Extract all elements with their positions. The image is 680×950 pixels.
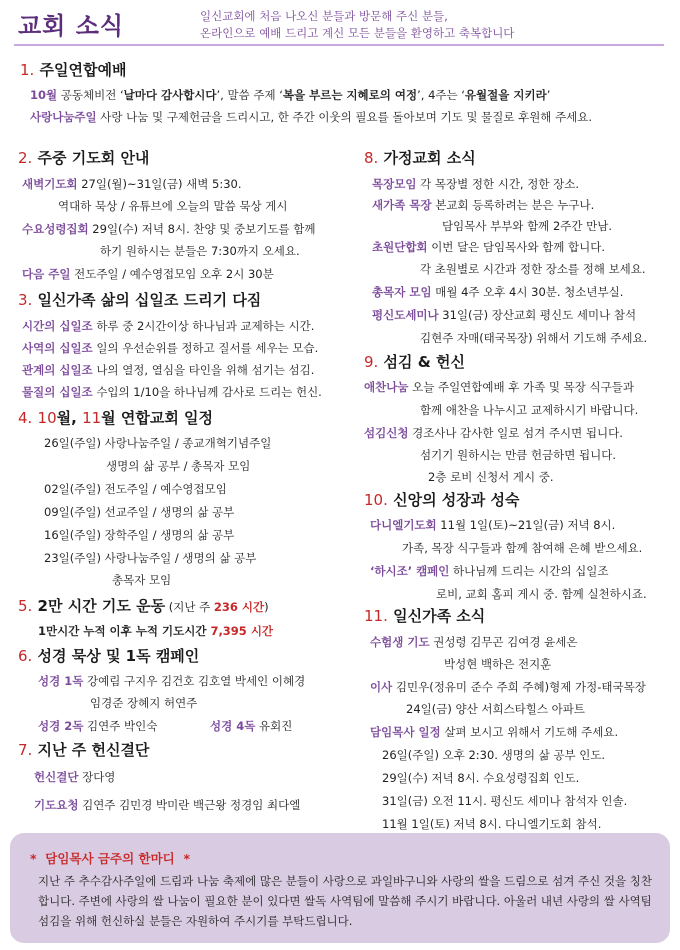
bible-read-4-line: 성경 4독 유회진 (210, 719, 293, 733)
wednesday-service-line: 수요성령집회 29일(수) 저녁 8시. 찬양 및 중보기도를 함께 (22, 222, 316, 236)
exam-prayer-line: 수험생 기도 권성령 김무곤 김여경 윤세온 (370, 635, 578, 649)
pastor-schedule-item: 31일(금) 오전 11시. 평신도 세미나 참석자 인솔. (382, 794, 628, 808)
schedule-line: 09일(주일) 선교주일 / 생명의 삶 공부 (44, 505, 235, 519)
newcomer-cell-detail: 담임목사 부부와 함께 2주간 만남. (442, 219, 613, 233)
section-3-heading: 3. 일신가족 삶의 십일조 드리기 다짐 (18, 291, 262, 309)
pastor-message-box (10, 833, 670, 943)
leaders-meeting-line: 총목자 모임 매월 4주 오후 4시 30분. 청소년부실. (372, 285, 624, 299)
moving-detail: 24일(금) 양산 서희스타힐스 아파트 (406, 702, 585, 716)
schedule-line: 23일(주일) 사랑나눔주일 / 생명의 삶 공부 (44, 551, 257, 565)
meadow-gathering-line: 초원단합회 이번 달은 담임목사와 함께 합니다. (372, 240, 606, 254)
pastor-schedule-line: 담임목사 일정 살펴 보시고 위해서 기도해 주세요. (370, 725, 619, 739)
dawn-prayer-line: 새벽기도회 27일(월)~31일(금) 새벽 5:30. (22, 177, 242, 191)
newcomer-cell-line: 새가족 목장 본교회 등록하려는 분은 누구나. (372, 198, 595, 212)
page-title: 교회 소식 (18, 12, 125, 40)
lay-seminar-line: 평신도세미나 31일(금) 장산교회 평신도 세미나 참석 (372, 308, 637, 322)
section-8-heading: 8. 가정교회 소식 (364, 149, 476, 167)
section-1-line-2: 사랑나눔주일 사랑 나눔 및 구제헌금을 드리시고, 한 주간 이웃의 필요를 돌아보며 기도 및 물질로 후원해 주세요. (30, 110, 593, 124)
service-request-detail: 섬기기 원하시는 만큼 헌금하면 됩니다. (420, 448, 617, 462)
daniel-prayer-detail: 가족, 목장 식구들과 함께 참여해 은혜 받으세요. (402, 541, 643, 555)
section-6-heading: 6. 성경 묵상 및 1독 캠페인 (18, 647, 200, 665)
section-2-heading: 2. 주중 기도회 안내 (18, 149, 150, 167)
section-9-heading: 9. 섬김 & 헌신 (364, 353, 466, 371)
tithe-relationship: 관계의 십일조 나의 열정, 열심을 타인을 위해 섬기는 섬김. (22, 363, 315, 377)
bible-read-1-names: 임경준 장혜지 허연주 (90, 696, 198, 710)
welcome-message: 일신교회에 처음 나오신 분들과 방문해 주신 분들, 온라인으로 예배 드리고 계신 모든 분들을 환영하고 축복합니다 (200, 9, 515, 40)
service-request-line: 섬김신청 경조사나 감사한 일로 섬겨 주시면 됩니다. (364, 426, 623, 440)
dawn-prayer-detail: 역대하 묵상 / 유튜브에 오늘의 말씀 묵상 게시 (58, 199, 288, 213)
service-request-note: 2층 로비 신청서 게시 중. (428, 470, 554, 484)
pastor-message-text: 지난 주 추수감사주일에 드림과 나눔 축제에 많은 분들이 사랑으로 과일바구니와 사랑의 쌀을 드림으로 섬겨 주신 것을 칭찬합니다. 주변에 사랑의 쌀 나눔이 필요한 분이 있다면 쌀독 사역팀에 말씀해 주시기 바랍니다. 아울러 내년 사랑의 쌀 사역팀 섬김을 위해 헌신하실 분들은 자원하여 주시기를 부탁드립니다. (38, 874, 652, 928)
commitment-line: 헌신결단 장다영 (34, 770, 116, 784)
schedule-line: 26일(주일) 사랑나눔주일 / 종교개혁기념주일 (44, 436, 272, 450)
section-10-heading: 10. 신앙의 성장과 성숙 (364, 491, 520, 509)
section-1-line-1: 10월 공동체비전 ‘날마다 감사합시다’, 말씀 주제 ‘복을 부르는 지혜로의 여정’, 4주는 ‘유월절을 지키라’ (30, 88, 551, 102)
tithe-time: 시간의 십일조 하루 중 2시간이상 하나님과 교제하는 시간. (22, 319, 315, 333)
pastor-schedule-item: 26일(주일) 오후 2:30. 생명의 삶 공부 인도. (382, 748, 606, 762)
tithe-ministry: 사역의 십일조 일의 우선순위를 정하고 질서를 세우는 모습. (22, 341, 319, 355)
next-sunday-line: 다음 주일 전도주일 / 예수영접모임 오후 2시 30분 (22, 267, 274, 281)
prayer-hours-total: 1만시간 누적 이후 누적 기도시간 7,395 시간 (38, 624, 274, 638)
daniel-prayer-line: 다니엘기도회 11월 1일(토)~21일(금) 저녁 8시. (370, 518, 616, 532)
cell-meeting-line: 목장모임 각 목장별 정한 시간, 정한 장소. (372, 177, 579, 191)
exam-prayer-names: 박성현 백하은 전지훈 (444, 657, 552, 671)
schedule-line: 총목자 모임 (112, 573, 172, 587)
fellowship-meal-line: 애찬나눔 오늘 주일연합예배 후 가족 및 목장 식구들과 (364, 380, 634, 394)
section-1-heading: 1. 주일연합예배 (20, 61, 127, 79)
pastor-message-title: * 담임목사 금주의 한마디 * (30, 851, 190, 866)
pastor-schedule-item: 11월 1일(토) 저녁 8시. 다니엘기도회 참석. (382, 817, 602, 831)
wednesday-service-detail: 하기 원하시는 분들은 7:30까지 오세요. (100, 244, 300, 258)
section-7-heading: 7. 지난 주 헌신결단 (18, 741, 150, 759)
bible-read-1-line: 성경 1독 강예림 구지우 김건호 김호열 박세인 이혜경 (38, 674, 306, 688)
header-divider (14, 44, 664, 46)
hasijo-campaign-detail: 로비, 교회 홈피 게시 중. 함께 실천하시죠. (436, 587, 647, 601)
fellowship-meal-detail: 함께 애찬을 나누시고 교제하시기 바랍니다. (420, 403, 639, 417)
meadow-gathering-detail: 각 초원별로 시간과 정한 장소를 정해 보세요. (420, 262, 646, 276)
section-11-heading: 11. 일신가족 소식 (364, 607, 486, 625)
schedule-line: 02일(주일) 전도주일 / 예수영접모임 (44, 482, 227, 496)
section-5-heading: 5. 2만 시간 기도 운동 (지난 주 236 시간) (18, 597, 269, 615)
lay-seminar-detail: 김현주 자매(태국목장) 위해서 기도해 주세요. (420, 331, 648, 345)
schedule-line: 생명의 삶 공부 / 총목자 모임 (106, 459, 251, 473)
pastor-schedule-item: 29일(수) 저녁 8시. 수요성령집회 인도. (382, 771, 580, 785)
bible-read-2-line: 성경 2독 김연주 박인숙 (38, 719, 158, 733)
prayer-request-line: 기도요청 김연주 김민경 박미란 백근왕 정경임 최다엘 (34, 798, 301, 812)
schedule-line: 16일(주일) 장학주일 / 생명의 삶 공부 (44, 528, 235, 542)
hasijo-campaign-line: ‘하시조’ 캠페인 하나님께 드리는 시간의 십일조 (370, 564, 609, 578)
moving-line: 이사 김민우(정유미 준수 주희 주혜)형제 가정-태국목장 (370, 680, 646, 694)
tithe-material: 물질의 십일조 수입의 1/10을 하나님께 감사로 드리는 헌신. (22, 385, 322, 399)
section-4-heading: 4. 10월, 11월 연합교회 일정 (18, 409, 214, 427)
